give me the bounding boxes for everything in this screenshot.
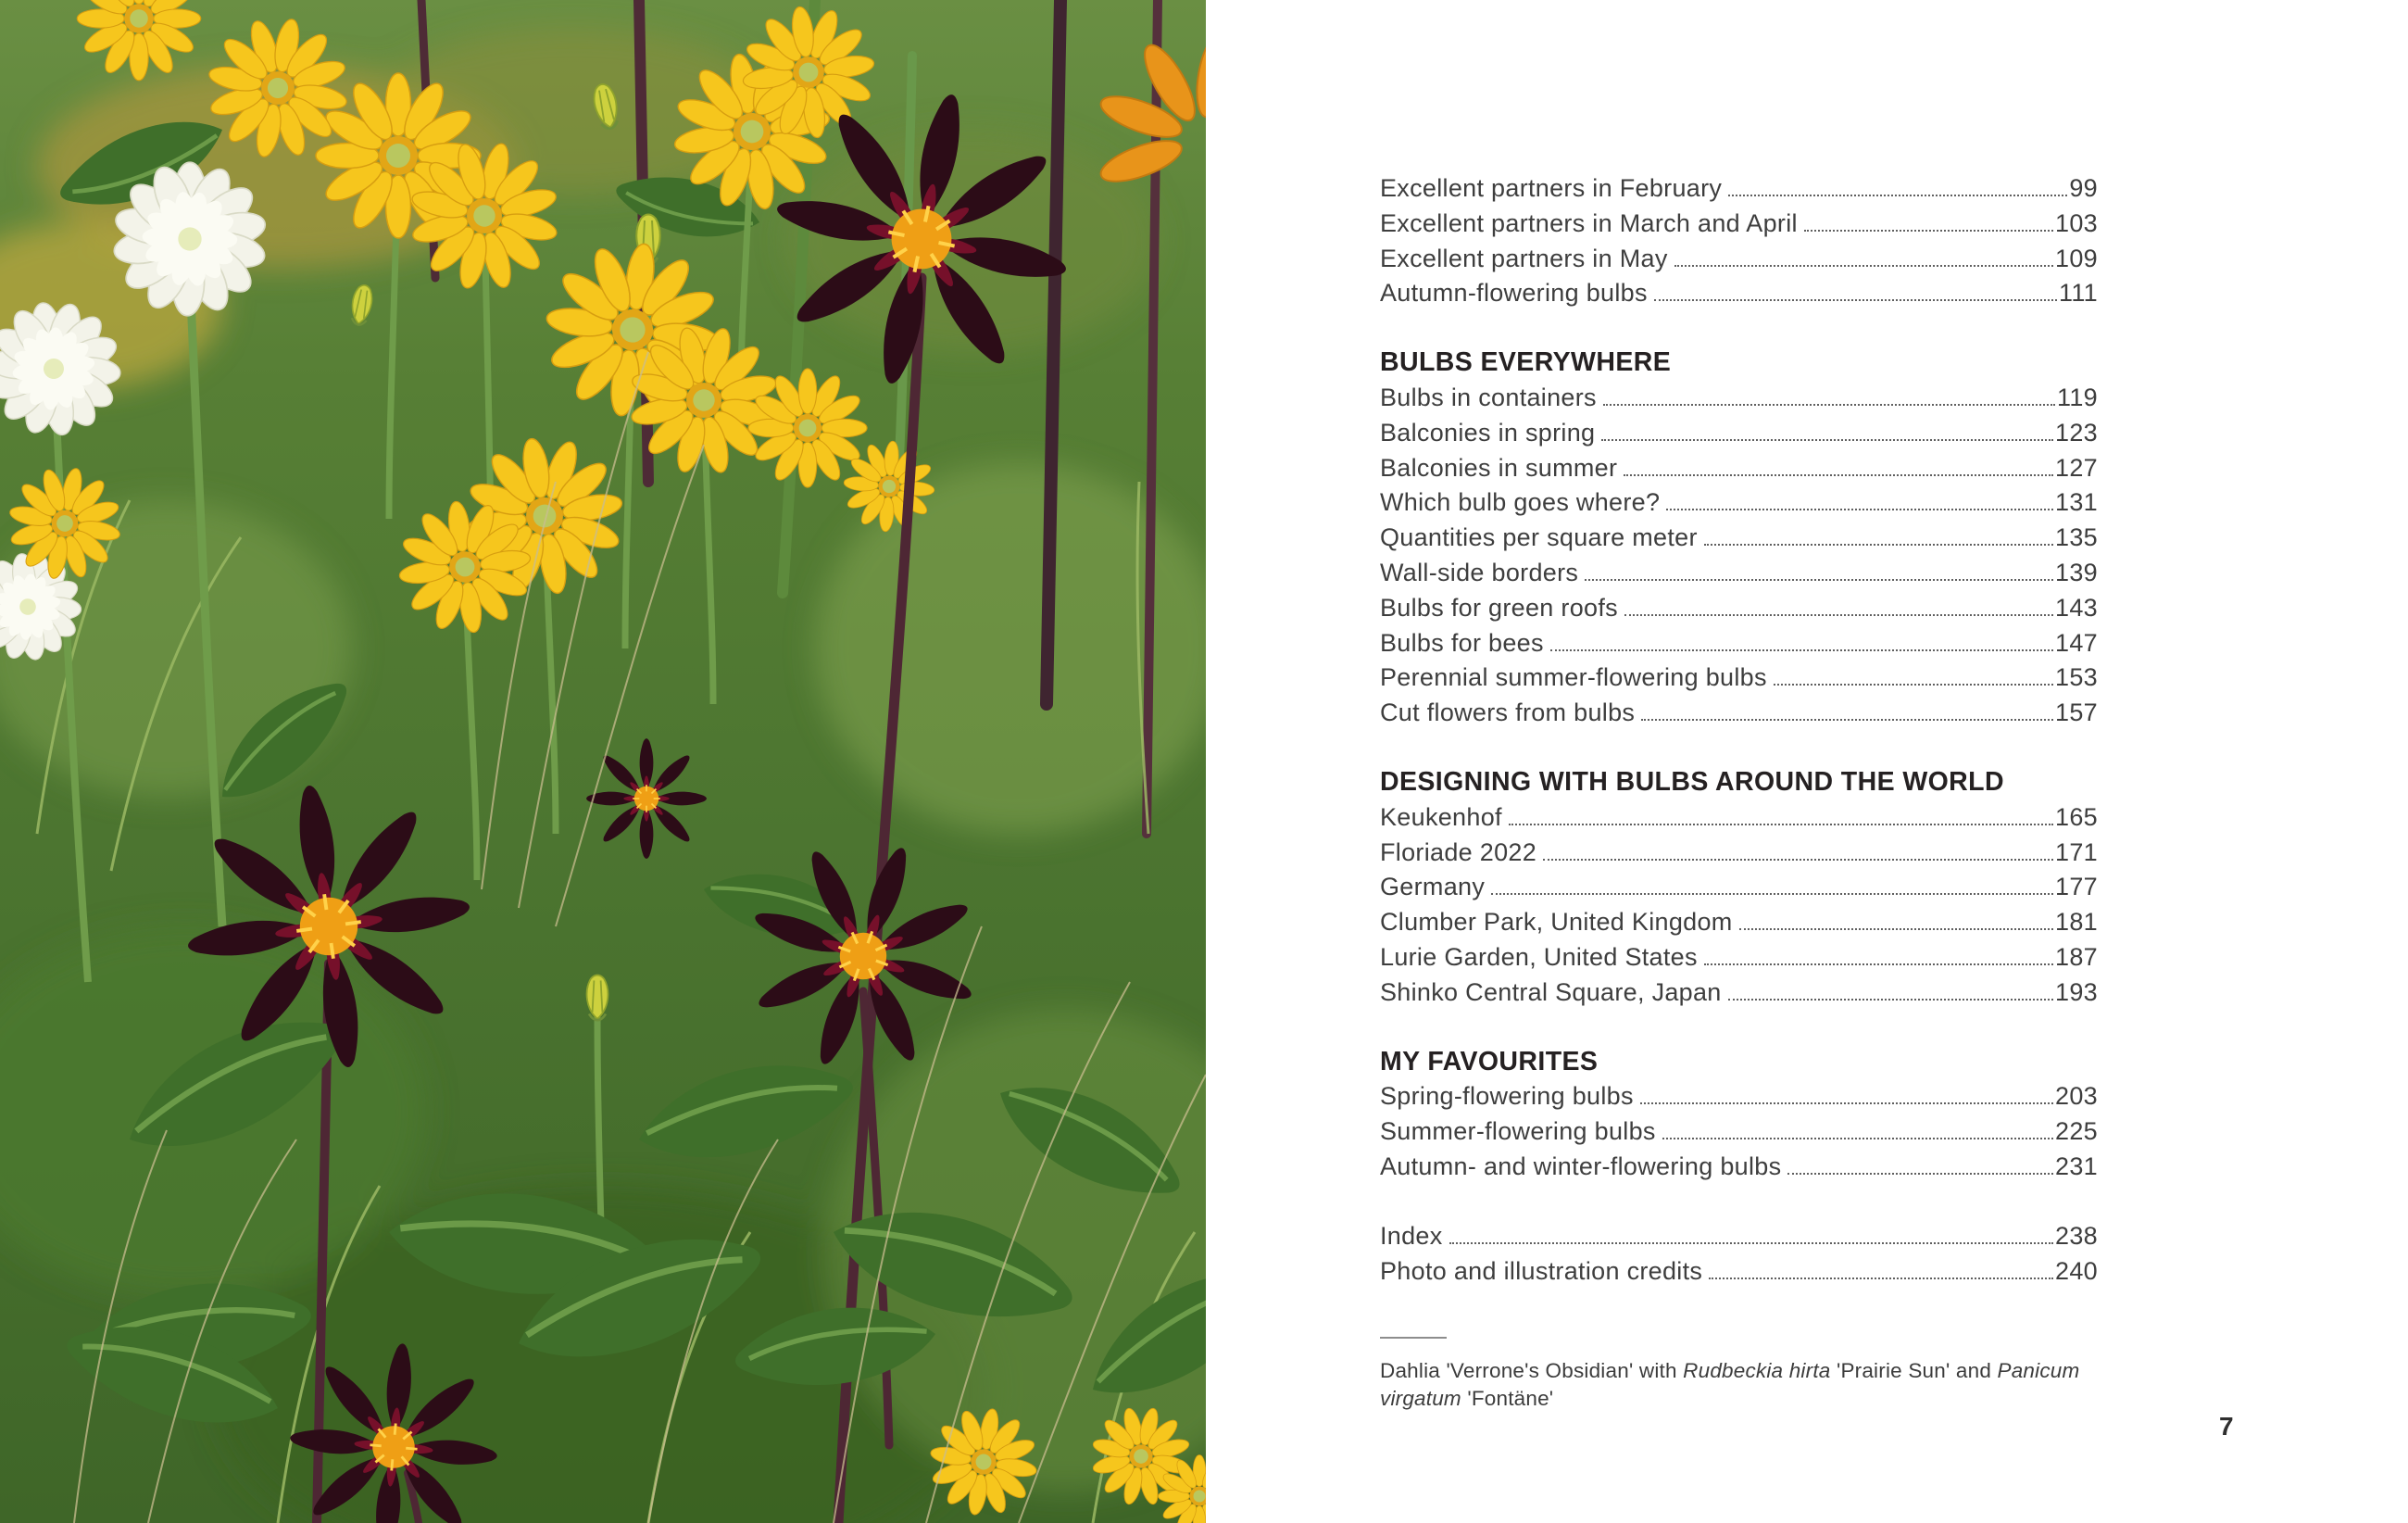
toc-row	[1380, 521, 2098, 556]
toc-row	[1380, 242, 2098, 277]
toc-entry-page: 231	[2055, 1152, 2098, 1180]
toc-dot-leader	[1603, 404, 2055, 406]
toc-entry-label: Excellent partners in May	[1380, 244, 1668, 272]
toc-entry-page: 238	[2055, 1221, 2098, 1250]
toc-dot-leader	[1704, 963, 2053, 965]
toc-entry-page: 147	[2055, 628, 2098, 657]
toc-entry-label: Autumn-flowering bulbs	[1380, 279, 1648, 308]
toc-dot-leader	[1624, 474, 2053, 476]
toc-row	[1380, 207, 2098, 242]
toc-entry-page: 181	[2055, 908, 2098, 937]
toc-entry-label: Index	[1380, 1221, 1443, 1250]
toc-row	[1380, 696, 2098, 731]
caption-block	[1380, 1337, 2098, 1413]
toc-row	[1380, 800, 2098, 836]
caption-segment: Dahlia 'Verrone's Obsidian' with	[1380, 1359, 1684, 1383]
toc-entry-label: Balconies in spring	[1380, 418, 1596, 447]
toc-entry-label: Bulbs in containers	[1380, 383, 1597, 411]
toc-dot-leader	[1674, 265, 2053, 267]
toc-row	[1380, 556, 2098, 591]
toc-entry-page: 123	[2055, 418, 2098, 447]
toc-entry-page: 240	[2055, 1256, 2098, 1285]
toc-entry-label: Clumber Park, United Kingdom	[1380, 908, 1733, 937]
toc-section	[1380, 346, 2098, 731]
toc-dot-leader	[1728, 999, 2053, 1001]
toc	[1380, 171, 2098, 1413]
toc-section	[1380, 1219, 2098, 1290]
toc-entry-label: Germany	[1380, 873, 1486, 901]
toc-entry-page: 135	[2055, 523, 2098, 552]
page-number: 7	[2219, 1412, 2234, 1441]
photo-caption	[1380, 1357, 2098, 1413]
toc-dot-leader	[1509, 824, 2053, 825]
toc-section-heading: MY FAVOURITES	[1380, 1046, 1599, 1076]
toc-row	[1380, 276, 2098, 311]
toc-dot-leader	[1774, 684, 2053, 686]
toc-entry-page: 177	[2055, 873, 2098, 901]
toc-row	[1380, 1114, 2098, 1150]
toc-entry-label: Balconies in summer	[1380, 453, 1618, 482]
toc-row	[1380, 485, 2098, 521]
toc-entry-page: 139	[2055, 558, 2098, 586]
toc-entry-label: Bulbs for bees	[1380, 628, 1544, 657]
toc-section-heading: BULBS EVERYWHERE	[1380, 347, 1672, 378]
toc-entry-page: 153	[2055, 663, 2098, 692]
toc-entry-label: Cut flowers from bulbs	[1380, 699, 1636, 727]
toc-dot-leader	[1624, 614, 2053, 616]
toc-dot-leader	[1550, 649, 2053, 651]
toc-entry-page: 109	[2055, 244, 2098, 272]
toc-entry-label: Lurie Garden, United States	[1380, 942, 1698, 971]
toc-dot-leader	[1491, 893, 2053, 895]
toc-section-heading: DESIGNING WITH BULBS AROUND THE WORLD	[1380, 766, 2004, 797]
toc-entry-page: 157	[2055, 699, 2098, 727]
toc-entry-page: 187	[2055, 942, 2098, 971]
toc-sections	[1380, 171, 2098, 1289]
toc-entry-label: Photo and illustration credits	[1380, 1256, 1703, 1285]
caption-rule	[1380, 1337, 1447, 1339]
toc-entry-label: Shinko Central Square, Japan	[1380, 977, 1722, 1006]
toc-entry-page: 225	[2055, 1117, 2098, 1146]
toc-entry-label: Quantities per square meter	[1380, 523, 1698, 552]
toc-row	[1380, 1079, 2098, 1114]
toc-entry-label: Perennial summer-flowering bulbs	[1380, 663, 1767, 692]
toc-entry-page: 143	[2055, 593, 2098, 622]
toc-dot-leader	[1739, 928, 2053, 930]
toc-entry-page: 111	[2059, 279, 2098, 308]
toc-entry-label: Excellent partners in March and April	[1380, 208, 1798, 237]
toc-row	[1380, 1254, 2098, 1290]
toc-row	[1380, 171, 2098, 207]
toc-entry-page: 127	[2055, 453, 2098, 482]
toc-section	[1380, 1045, 2098, 1185]
toc-dot-leader	[1662, 1138, 2053, 1139]
toc-entry-label: Wall-side borders	[1380, 558, 1579, 586]
toc-dot-leader	[1804, 230, 2053, 232]
toc-dot-leader	[1585, 579, 2053, 581]
toc-dot-leader	[1787, 1173, 2053, 1175]
toc-section	[1380, 171, 2098, 311]
toc-dot-leader	[1601, 439, 2053, 441]
toc-entry-page: 131	[2055, 488, 2098, 517]
caption-segment: Rudbeckia hirta	[1683, 1359, 1831, 1383]
caption-segment: 'Fontäne'	[1461, 1387, 1554, 1411]
caption-segment: 'Prairie Sun' and	[1830, 1359, 1998, 1383]
toc-row	[1380, 381, 2098, 416]
toc-entry-page: 171	[2055, 837, 2098, 866]
toc-row	[1380, 451, 2098, 486]
toc-row	[1380, 836, 2098, 871]
toc-dot-leader	[1709, 1278, 2053, 1279]
toc-row	[1380, 416, 2098, 451]
toc-dot-leader	[1666, 509, 2053, 510]
toc-entry-label: Keukenhof	[1380, 802, 1502, 831]
toc-row	[1380, 940, 2098, 975]
toc-entry-label: Spring-flowering bulbs	[1380, 1082, 1634, 1111]
toc-entry-page: 193	[2055, 977, 2098, 1006]
toc-entry-page: 203	[2055, 1082, 2098, 1111]
toc-entry-label: Excellent partners in February	[1380, 174, 1723, 202]
toc-entry-label: Autumn- and winter-flowering bulbs	[1380, 1152, 1782, 1180]
toc-row	[1380, 626, 2098, 661]
toc-section	[1380, 765, 2098, 1011]
toc-row	[1380, 661, 2098, 696]
toc-entry-label: Summer-flowering bulbs	[1380, 1117, 1656, 1146]
toc-entry-page: 99	[2069, 174, 2098, 202]
toc-dot-leader	[1640, 1102, 2053, 1104]
toc-entry-page: 103	[2055, 208, 2098, 237]
toc-entry-label: Floriade 2022	[1380, 837, 1537, 866]
toc-dot-leader	[1704, 544, 2053, 546]
caption-segment: Panicum virgatum	[1380, 1359, 2080, 1411]
toc-row	[1380, 1219, 2098, 1254]
toc-dot-leader	[1728, 195, 2067, 196]
toc-dot-leader	[1543, 859, 2053, 861]
toc-entry-label: Bulbs for green roofs	[1380, 593, 1618, 622]
toc-dot-leader	[1641, 719, 2053, 721]
toc-row	[1380, 1150, 2098, 1185]
toc-row	[1380, 870, 2098, 905]
toc-row	[1380, 591, 2098, 626]
toc-dot-leader	[1449, 1242, 2053, 1244]
toc-row	[1380, 975, 2098, 1011]
toc-entry-label: Which bulb goes where?	[1380, 488, 1661, 517]
toc-entry-page: 165	[2055, 802, 2098, 831]
toc-row	[1380, 905, 2098, 940]
toc-dot-leader	[1654, 299, 2057, 301]
toc-entry-page: 119	[2057, 383, 2098, 411]
